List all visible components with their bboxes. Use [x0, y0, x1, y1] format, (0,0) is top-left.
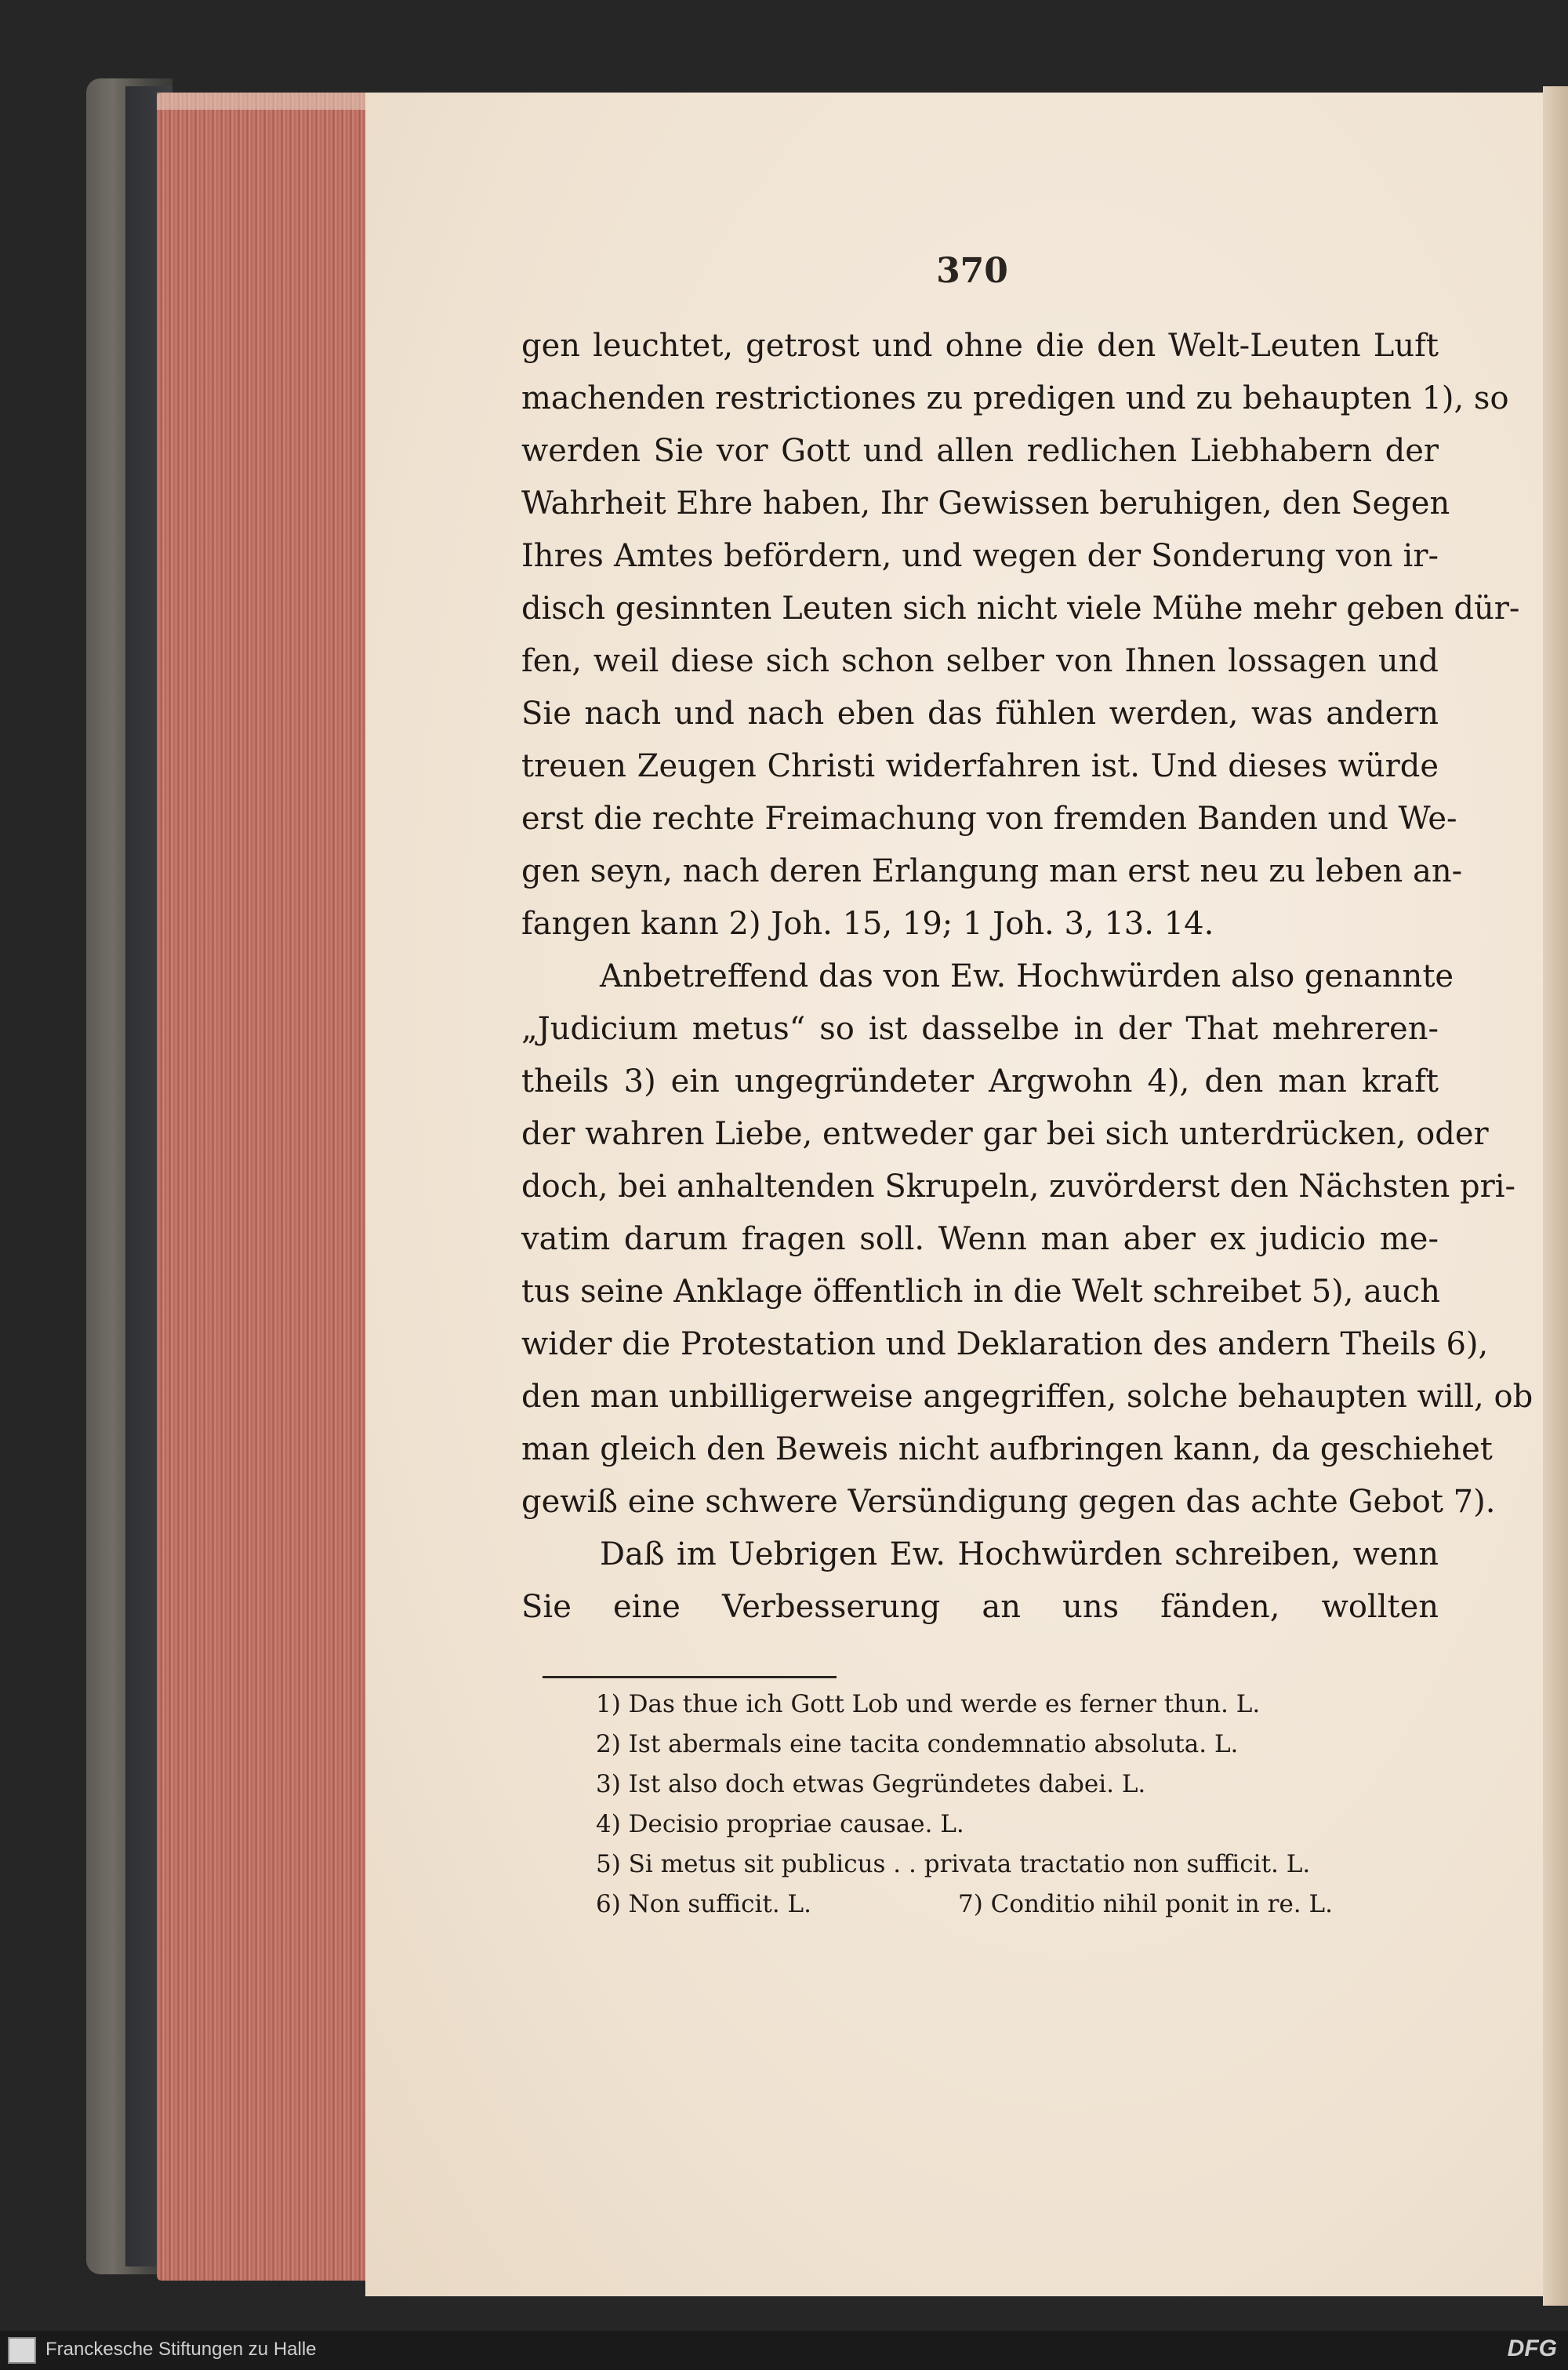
text-line: man gleich den Beweis nicht aufbringen kann, da geschiehet — [521, 1431, 1493, 1467]
text-line: werden Sie vor Gott und allen redlichen Liebhabern der — [521, 433, 1439, 469]
body-text — [521, 320, 1534, 1634]
footnotes — [596, 1685, 1458, 1925]
text-line: wider die Protestation und Deklaration des andern Theils 6), — [521, 1326, 1489, 1362]
text-line: gen seyn, nach deren Erlangung man erst neu zu leben an- — [521, 853, 1463, 889]
text-line: fen, weil diese sich schon selber von Ihnen lossagen und — [521, 643, 1439, 679]
text-line: theils 3) ein ungegründeter Argwohn 4), den man kraft — [521, 1063, 1439, 1100]
text-line: Daß im Uebrigen Ew. Hochwürden schreiben, wenn — [600, 1536, 1439, 1572]
text-line: der wahren Liebe, entweder gar bei sich unterdrücken, oder — [521, 1116, 1489, 1152]
text-line: erst die rechte Freimachung von fremden Banden und We- — [521, 801, 1457, 837]
institution-logo-icon — [8, 2337, 36, 2364]
text-line: gewiß eine schwere Versündigung gegen das achte Gebot 7). — [521, 1484, 1496, 1520]
text-line: machenden restrictiones zu predigen und zu behaupten 1), so — [521, 380, 1509, 416]
footnote: 1) Das thue ich Gott Lob und werde es ferner thun. L. — [596, 1690, 1261, 1718]
facing-page-edge — [1543, 86, 1568, 2306]
dfg-logo: DFG — [1507, 2335, 1557, 2361]
page-block-edge — [157, 93, 367, 2281]
text-line: den man unbilligerweise angegriffen, solche behaupten will, ob — [521, 1379, 1534, 1415]
text-line: „Judicium metus“ so ist dasselbe in der That mehreren- — [521, 1011, 1439, 1047]
text-line: tus seine Anklage öffentlich in die Welt schreibet 5), auch — [521, 1274, 1440, 1310]
text-line: Anbetreffend das von Ew. Hochwürden also genannte — [600, 958, 1454, 994]
text-line: doch, bei anhaltenden Skrupeln, zuvörderst den Nächsten pri- — [521, 1169, 1516, 1205]
footnote: 2) Ist abermals eine tacita condemnatio absoluta. L. — [596, 1730, 1239, 1758]
footnote-rule — [543, 1676, 837, 1678]
text-line: Ihres Amtes befördern, und wegen der Sonderung von ir- — [521, 538, 1439, 574]
text-line: Wahrheit Ehre haben, Ihr Gewissen beruhigen, den Segen — [521, 485, 1450, 522]
text-line: Sie nach und nach eben das fühlen werden, was andern — [521, 696, 1439, 732]
footnote: 6) Non sufficit. L. — [596, 1890, 811, 1918]
footnote: 4) Decisio propriae causae. L. — [596, 1810, 964, 1838]
viewer-footer — [0, 2331, 1568, 2370]
text-line: vatim darum fragen soll. Wenn man aber ex judicio me- — [521, 1221, 1439, 1257]
footnote: 3) Ist also doch etwas Gegründetes dabei. L. — [596, 1770, 1146, 1798]
footnote-pair — [596, 1885, 1458, 1925]
text-line: disch gesinnten Leuten sich nicht viele Mühe mehr geben dür- — [521, 591, 1520, 627]
footnote: 5) Si metus sit publicus . . privata tractatio non sufficit. L. — [596, 1850, 1311, 1878]
footnote: 7) Conditio nihil ponit in re. L. — [958, 1890, 1333, 1918]
text-line: fangen kann 2) Joh. 15, 19; 1 Joh. 3, 13. 14. — [521, 906, 1214, 942]
institution-name: Franckesche Stiftungen zu Halle — [45, 2339, 317, 2360]
text-line: Sie eine Verbesserung an uns fänden, wollten — [521, 1589, 1439, 1625]
text-line: treuen Zeugen Christi widerfahren ist. Und dieses würde — [521, 748, 1439, 784]
page-number: 370 — [936, 251, 1008, 291]
text-line: gen leuchtet, getrost und ohne die den Welt-Leuten Luft — [521, 328, 1439, 364]
